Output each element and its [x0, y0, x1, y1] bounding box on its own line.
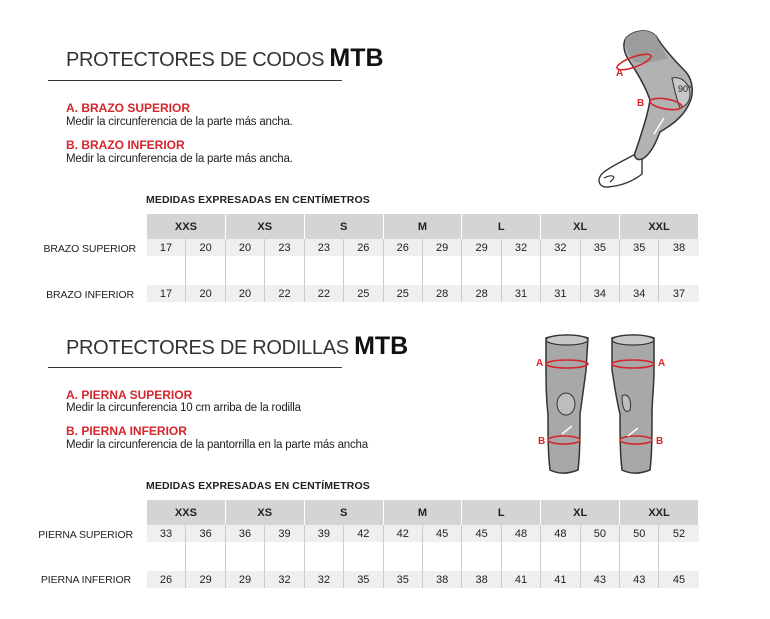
table-cell: 50 — [580, 525, 619, 542]
knee-size-table — [146, 500, 699, 588]
table-cell: 17 — [147, 239, 186, 256]
table-cell: 45 — [659, 571, 699, 588]
knee-lower-row — [147, 571, 699, 588]
size-header-xl: XL — [541, 214, 620, 239]
table-cell: 39 — [265, 525, 304, 542]
table-spacer-row — [147, 542, 699, 571]
table-cell: 37 — [659, 285, 699, 302]
elbow-units-note: MEDIDAS EXPRESADAS EN CENTÍMETROS — [146, 194, 370, 206]
knee-row-label-upper: PIERNA SUPERIOR — [38, 529, 133, 541]
table-cell: 38 — [659, 239, 699, 256]
table-cell: 34 — [620, 285, 659, 302]
table-cell: 35 — [383, 571, 422, 588]
table-cell: 41 — [501, 571, 540, 588]
size-header-l: L — [462, 500, 541, 525]
table-cell: 35 — [620, 239, 659, 256]
table-cell: 45 — [422, 525, 461, 542]
size-header-xs: XS — [225, 214, 304, 239]
table-cell: 34 — [580, 285, 619, 302]
knee-right-label-a: A — [658, 358, 666, 369]
elbow-measure-a-desc: Medir la circunferencia de la parte más ancha. — [66, 116, 293, 128]
size-header-xs: XS — [225, 500, 304, 525]
knee-title — [66, 332, 408, 361]
knee-title-brand: MTB — [354, 332, 409, 360]
table-cell: 48 — [501, 525, 540, 542]
knee-guard-illustration — [532, 330, 672, 480]
table-cell: 20 — [186, 239, 225, 256]
elbow-label-a: A — [616, 68, 624, 79]
table-cell: 43 — [580, 571, 619, 588]
table-cell: 28 — [422, 285, 461, 302]
size-header-xxs: XXS — [147, 214, 226, 239]
table-cell: 35 — [344, 571, 383, 588]
size-header-m: M — [383, 214, 462, 239]
elbow-row-label-upper: BRAZO SUPERIOR — [43, 243, 136, 255]
knee-units-note: MEDIDAS EXPRESADAS EN CENTÍMETROS — [146, 480, 370, 492]
elbow-measure-b-desc: Medir la circunferencia de la parte más ancha. — [66, 153, 293, 165]
table-cell: 22 — [304, 285, 343, 302]
elbow-title-prefix: PROTECTORES DE CODOS — [66, 49, 325, 71]
elbow-title-brand: MTB — [329, 44, 384, 72]
table-cell: 23 — [304, 239, 343, 256]
size-header-xxs: XXS — [147, 500, 226, 525]
table-cell: 26 — [344, 239, 383, 256]
knee-row-label-lower: PIERNA INFERIOR — [40, 574, 131, 586]
size-header-l: L — [462, 214, 541, 239]
table-cell: 36 — [225, 525, 264, 542]
table-cell: 48 — [541, 525, 580, 542]
table-cell: 32 — [265, 571, 304, 588]
table-cell: 26 — [383, 239, 422, 256]
table-cell: 36 — [186, 525, 225, 542]
table-cell: 29 — [186, 571, 225, 588]
size-header-s: S — [304, 500, 383, 525]
elbow-label-b: B — [637, 98, 645, 109]
elbow-row-label-lower: BRAZO INFERIOR — [46, 289, 134, 301]
table-cell: 31 — [501, 285, 540, 302]
size-header-xxl: XXL — [620, 500, 699, 525]
table-cell: 50 — [620, 525, 659, 542]
knee-right-label-b: B — [656, 436, 664, 447]
table-cell: 38 — [462, 571, 501, 588]
table-cell: 32 — [304, 571, 343, 588]
knee-title-rule — [48, 367, 342, 368]
knee-measure-a-desc: Medir la circunferencia 10 cm arriba de la rodilla — [66, 402, 301, 414]
table-cell: 32 — [541, 239, 580, 256]
table-cell: 29 — [422, 239, 461, 256]
knee-title-prefix: PROTECTORES DE RODILLAS — [66, 337, 349, 359]
elbow-measure-b-label: B. BRAZO INFERIOR — [66, 138, 185, 152]
table-cell: 43 — [620, 571, 659, 588]
table-cell: 25 — [383, 285, 422, 302]
table-cell: 41 — [541, 571, 580, 588]
table-cell: 20 — [186, 285, 225, 302]
table-cell: 20 — [225, 239, 264, 256]
knee-size-header-row — [147, 500, 699, 525]
size-header-xxl: XXL — [620, 214, 699, 239]
table-cell: 42 — [383, 525, 422, 542]
table-cell: 22 — [265, 285, 304, 302]
table-cell: 23 — [265, 239, 304, 256]
knee-left-label-b: B — [538, 436, 546, 447]
table-cell: 29 — [225, 571, 264, 588]
table-cell: 29 — [462, 239, 501, 256]
knee-measure-b-label: B. PIERNA INFERIOR — [66, 424, 187, 438]
table-cell: 35 — [580, 239, 619, 256]
table-cell: 32 — [501, 239, 540, 256]
size-header-s: S — [304, 214, 383, 239]
knee-measure-b-desc: Medir la circunferencia de la pantorrilla en la parte más ancha — [66, 439, 368, 451]
size-header-m: M — [383, 500, 462, 525]
knee-measure-a-label: A. PIERNA SUPERIOR — [66, 388, 193, 402]
table-cell: 33 — [147, 525, 186, 542]
table-cell: 31 — [541, 285, 580, 302]
knee-upper-row — [147, 525, 699, 542]
table-cell: 38 — [422, 571, 461, 588]
table-cell: 26 — [147, 571, 186, 588]
table-cell: 45 — [462, 525, 501, 542]
elbow-measure-a-label: A. BRAZO SUPERIOR — [66, 101, 191, 115]
size-header-xl: XL — [541, 500, 620, 525]
table-cell: 20 — [225, 285, 264, 302]
table-cell: 42 — [344, 525, 383, 542]
table-cell: 28 — [462, 285, 501, 302]
knee-left-label-a: A — [536, 358, 544, 369]
table-cell: 25 — [344, 285, 383, 302]
elbow-angle-mark: 90° — [678, 84, 692, 94]
table-cell: 52 — [659, 525, 699, 542]
table-cell: 39 — [304, 525, 343, 542]
table-cell: 17 — [147, 285, 186, 302]
